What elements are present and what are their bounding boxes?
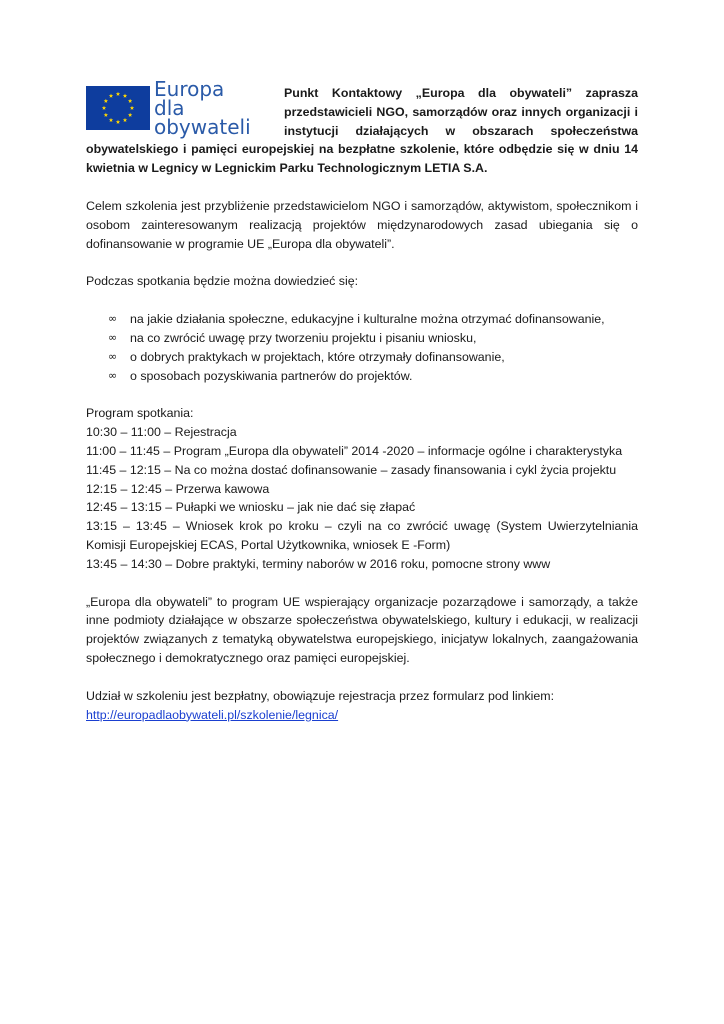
program-item: 12:15 – 12:45 – Przerwa kawowa bbox=[86, 481, 270, 496]
list-item: ∞ o sposobach pozyskiwania partnerów do projektów. bbox=[108, 367, 638, 386]
flag-star-icon bbox=[109, 118, 113, 122]
flag-star-icon bbox=[116, 92, 120, 96]
goal-paragraph: Celem szkolenia jest przybliżenie przedstawicielom NGO i samorządów, aktywistom, społecznikom i osobom zainteresowanym realizacją projektów międzynarodowych zasad ubiegania się o dofinansowanie w programie UE „Europa dla obywateli”. bbox=[86, 198, 638, 251]
program-item: 12:45 – 13:15 – Pułapki we wniosku – jak nie dać się złapać bbox=[86, 500, 416, 515]
program-item: 11:45 – 12:15 – Na co można dostać dofinansowanie – zasady finansowania i cykl życia projektu bbox=[86, 462, 617, 477]
eu-flag-icon bbox=[86, 86, 150, 130]
flag-star-icon bbox=[128, 113, 132, 117]
list-item: ∞ o dobrych praktykach w projektach, które otrzymały dofinansowanie, bbox=[108, 348, 638, 367]
list-item: ∞ na jakie działania społeczne, edukacyjne i kulturalne można otrzymać dofinansowanie, bbox=[108, 310, 638, 329]
list-item: ∞ na co zwrócić uwagę przy tworzeniu projektu i pisaniu wniosku, bbox=[108, 329, 638, 348]
flag-star-icon bbox=[123, 94, 127, 98]
flag-star-icon bbox=[104, 113, 108, 117]
flag-star-icon bbox=[102, 106, 106, 110]
bullet-icon: ∞ bbox=[108, 349, 118, 363]
bullet-icon: ∞ bbox=[108, 330, 118, 344]
flag-star-icon bbox=[130, 106, 134, 110]
logo-line-2: dla obywateli bbox=[154, 95, 251, 139]
program-item: 13:15 – 13:45 – Wniosek krok po kroku – czyli na co zwrócić uwagę (System Uwierzytelniania Komisji Europejskiej ECAS, Portal Użytkownika, wniosek E -Form) bbox=[86, 519, 638, 552]
flag-star-icon bbox=[123, 118, 127, 122]
registration-link[interactable]: http://europadlaobywateli.pl/szkolenie/legnica/ bbox=[86, 707, 339, 722]
program-item: 13:45 – 14:30 – Dobre praktyki, terminy naborów w 2016 roku, pomocne strony www bbox=[86, 556, 551, 571]
bullet-icon: ∞ bbox=[108, 312, 118, 326]
document-page bbox=[86, 76, 638, 724]
flag-star-icon bbox=[109, 94, 113, 98]
bullet-icon: ∞ bbox=[108, 368, 118, 382]
learn-intro: Podczas spotkania będzie można dowiedzieć się: bbox=[86, 274, 359, 289]
topics-list bbox=[86, 310, 638, 385]
about-paragraph: „Europa dla obywateli” to program UE wspierający organizacje pozarządowe i samorządy, a także inne podmioty działające w obszarze społeczeństwa obywatelskiego, kultury i edukacji, w realizacji projektów związanych z tematyką obywatelstwa europejskiego, inicjatyw lokalnych, zaangażowania społecznego i demokratycznego oraz pamięci europejskiej. bbox=[86, 594, 638, 665]
logo-line-1: Europa bbox=[154, 76, 225, 101]
flag-star-icon bbox=[104, 99, 108, 103]
program-title: Program spotkania: bbox=[86, 406, 194, 421]
registration-text: Udział w szkoleniu jest bezpłatny, obowiązuje rejestracja przez formularz pod linkiem: bbox=[86, 688, 555, 703]
intro-paragraph: Punkt Kontaktowy „Europa dla obywateli” zaprasza przedstawicieli NGO, samorządów oraz innych organizacji i instytucji działających w obszarach społeczeństwa obywatelskiego i pamięci europejskiej na bezpłatne szkolenie, które odbędzie się w dniu 14 kwietnia w Legnicy w Legnickim Parku Technologicznym LETIA S.A. bbox=[86, 86, 638, 176]
logo-text bbox=[154, 76, 276, 139]
flag-star-icon bbox=[128, 99, 132, 103]
europa-dla-obywateli-logo bbox=[86, 76, 276, 139]
flag-star-icon bbox=[116, 120, 120, 124]
program-item: 10:30 – 11:00 – Rejestracja bbox=[86, 425, 237, 440]
program-item: 11:00 – 11:45 – Program „Europa dla obywateli” 2014 -2020 – informacje ogólne i charakterystyka bbox=[86, 443, 623, 458]
